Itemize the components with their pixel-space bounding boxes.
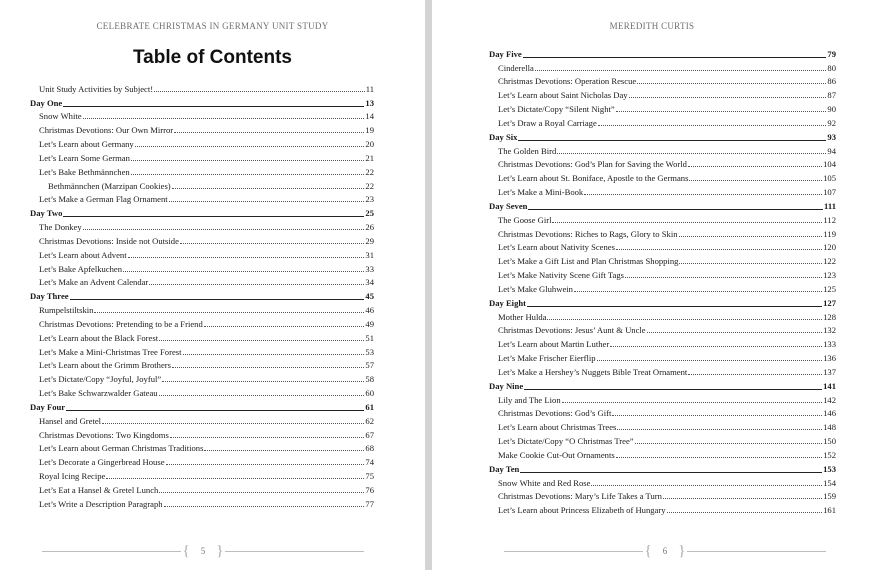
toc-entry-title: Snow White and Red Rose bbox=[498, 477, 591, 488]
toc-entry-title: Christmas Devotions: Inside not Outside bbox=[39, 235, 179, 246]
toc-entry[interactable] bbox=[30, 358, 374, 372]
footer-rule bbox=[42, 551, 181, 552]
toc-entry-title: Let’s Learn about Martin Luther bbox=[498, 339, 610, 350]
toc-entry-title: The Goose Girl bbox=[498, 214, 552, 225]
dot-leader bbox=[83, 229, 365, 230]
toc-entry-title: Let’s Decorate a Gingerbread House bbox=[39, 457, 165, 468]
toc-entry-page: 111 bbox=[824, 200, 836, 211]
toc-entry-title: Christmas Devotions: Operation Rescue bbox=[498, 76, 637, 87]
toc-entry-page: 122 bbox=[823, 256, 836, 267]
toc-entry[interactable] bbox=[30, 233, 374, 247]
toc-entry[interactable] bbox=[30, 302, 374, 316]
toc-section-heading[interactable] bbox=[30, 205, 374, 219]
dot-leader bbox=[612, 415, 822, 416]
toc-entry[interactable] bbox=[489, 60, 836, 74]
toc-entry-title: Royal Icing Recipe bbox=[39, 471, 106, 482]
toc-entry[interactable] bbox=[489, 406, 836, 420]
toc-entry[interactable] bbox=[30, 482, 374, 496]
toc-entry-title: Christmas Devotions: Our Own Mirror bbox=[39, 125, 174, 136]
toc-entry-title: Let’s Learn about Advent bbox=[39, 249, 127, 260]
dot-leader bbox=[591, 485, 822, 486]
dot-leader bbox=[106, 478, 364, 479]
toc-section-heading[interactable] bbox=[489, 129, 836, 143]
toc-entry-title: Let’s Dictate/Copy “O Christmas Tree” bbox=[498, 436, 634, 447]
toc-entry[interactable] bbox=[489, 281, 836, 295]
dot-leader bbox=[610, 346, 822, 347]
toc-entry[interactable] bbox=[30, 150, 374, 164]
toc-entry-title: Day Two bbox=[30, 208, 63, 219]
toc-entry-title: Let’s Make a German Flag Ornament bbox=[39, 194, 168, 205]
page-number: 5 bbox=[200, 546, 206, 556]
toc-entry-title: Snow White bbox=[39, 111, 82, 122]
toc-entry-page: 94 bbox=[827, 145, 836, 156]
toc-section-heading[interactable] bbox=[30, 95, 374, 109]
toc-entry-page: 79 bbox=[827, 48, 836, 59]
dot-leader bbox=[679, 263, 822, 264]
toc-entry-title: Day One bbox=[30, 97, 63, 108]
toc-entry-page: 104 bbox=[823, 159, 836, 170]
dot-leader bbox=[83, 118, 365, 119]
toc-entry-page: 51 bbox=[365, 332, 374, 343]
toc-entry-page: 68 bbox=[365, 443, 374, 454]
dot-leader bbox=[689, 180, 822, 181]
toc-entry-title: Christmas Devotions: God’s Gift bbox=[498, 408, 612, 419]
dot-leader bbox=[149, 284, 364, 285]
toc-entry-page: 119 bbox=[823, 228, 836, 239]
toc-entry[interactable] bbox=[489, 309, 836, 323]
toc-entry-page: 20 bbox=[365, 139, 374, 150]
toc-entry-title: Mother Hulda bbox=[498, 311, 547, 322]
brace-left-icon: { bbox=[182, 542, 190, 559]
toc-entry-page: 25 bbox=[365, 208, 374, 219]
toc-entry[interactable] bbox=[30, 192, 374, 206]
toc-entry-title: Day Three bbox=[30, 291, 69, 302]
dot-leader bbox=[574, 291, 822, 292]
dot-leader bbox=[597, 360, 823, 361]
toc-list bbox=[489, 46, 836, 516]
toc-entry-title: Let’s Draw a Royal Carriage bbox=[498, 117, 597, 128]
toc-section-heading[interactable] bbox=[489, 46, 836, 60]
dot-leader bbox=[547, 319, 822, 320]
toc-entry-page: 19 bbox=[365, 125, 374, 136]
toc-entry[interactable] bbox=[489, 170, 836, 184]
dot-leader bbox=[616, 457, 822, 458]
dot-leader bbox=[159, 340, 364, 341]
toc-entry-title: Let’s Learn about German Christmas Traditions bbox=[39, 443, 204, 454]
dot-leader bbox=[63, 106, 364, 107]
toc-entry-page: 76 bbox=[365, 484, 374, 495]
toc-entry-page: 53 bbox=[365, 346, 374, 357]
toc-entry-page: 86 bbox=[827, 76, 836, 87]
dot-leader bbox=[123, 271, 364, 272]
dot-leader bbox=[520, 472, 822, 473]
dot-leader bbox=[170, 437, 365, 438]
dot-leader bbox=[552, 222, 822, 223]
dot-leader bbox=[131, 174, 365, 175]
toc-entry-page: 34 bbox=[365, 277, 374, 288]
dot-leader bbox=[528, 209, 823, 210]
toc-entry[interactable] bbox=[489, 489, 836, 503]
brace-right-icon: } bbox=[216, 542, 224, 559]
dot-leader bbox=[584, 194, 822, 195]
toc-entry-title: The Donkey bbox=[39, 222, 82, 233]
toc-entry-title: Day Nine bbox=[489, 380, 524, 391]
toc-entry[interactable] bbox=[30, 496, 374, 510]
dot-leader bbox=[135, 146, 365, 147]
dot-leader bbox=[523, 57, 827, 58]
toc-entry-page: 133 bbox=[823, 339, 836, 350]
toc-entry[interactable] bbox=[30, 385, 374, 399]
toc-entry-title: Christmas Devotions: Two Kingdoms bbox=[39, 429, 169, 440]
toc-entry-page: 92 bbox=[827, 117, 836, 128]
toc-entry[interactable] bbox=[30, 178, 374, 192]
toc-section-heading[interactable] bbox=[30, 399, 374, 413]
dot-leader bbox=[162, 381, 364, 382]
toc-entry[interactable] bbox=[30, 81, 374, 95]
toc-entry[interactable] bbox=[489, 364, 836, 378]
toc-entry-title: The Golden Bird bbox=[498, 145, 557, 156]
dot-leader bbox=[183, 354, 365, 355]
toc-section-heading[interactable] bbox=[30, 288, 374, 302]
toc-entry[interactable] bbox=[489, 240, 836, 254]
toc-entry-page: 46 bbox=[365, 305, 374, 316]
toc-entry[interactable] bbox=[489, 336, 836, 350]
toc-entry[interactable] bbox=[489, 323, 836, 337]
dot-leader bbox=[688, 166, 822, 167]
toc-entry-title: Christmas Devotions: Pretending to be a Friend bbox=[39, 318, 203, 329]
toc-entry[interactable] bbox=[489, 226, 836, 240]
toc-entry-page: 22 bbox=[365, 180, 374, 191]
toc-entry-page: 128 bbox=[823, 311, 836, 322]
dot-leader bbox=[617, 429, 822, 430]
toc-entry-title: Let’s Make a Gift List and Plan Christmas Shopping bbox=[498, 256, 679, 267]
toc-entry-title: Let’s Dictate/Copy “Joyful, Joyful” bbox=[39, 374, 162, 385]
toc-entry-title: Cinderella bbox=[498, 62, 534, 73]
toc-entry[interactable] bbox=[30, 261, 374, 275]
toc-entry[interactable] bbox=[30, 109, 374, 123]
toc-entry-page: 75 bbox=[365, 471, 374, 482]
page-right bbox=[432, 0, 872, 570]
toc-entry-page: 57 bbox=[365, 360, 374, 371]
toc-entry-title: Make Cookie Cut-Out Ornaments bbox=[498, 449, 615, 460]
dot-leader bbox=[647, 332, 823, 333]
toc-entry-title: Let’s Make a Hershey’s Nuggets Bible Treat Ornament bbox=[498, 366, 688, 377]
toc-entry[interactable] bbox=[30, 427, 374, 441]
toc-entry[interactable] bbox=[489, 101, 836, 115]
toc-entry-title: Let’s Learn about the Grimm Brothers bbox=[39, 360, 171, 371]
dot-leader bbox=[154, 91, 365, 92]
dot-leader bbox=[174, 132, 364, 133]
toc-entry-page: 136 bbox=[823, 353, 836, 364]
toc-entry-title: Let’s Bake Schwarzwalder Gateau bbox=[39, 388, 158, 399]
toc-entry[interactable] bbox=[489, 253, 836, 267]
toc-entry[interactable] bbox=[30, 164, 374, 178]
toc-entry-title: Let’s Learn about Christmas Trees bbox=[498, 422, 617, 433]
toc-entry-page: 90 bbox=[827, 104, 836, 115]
toc-entry-page: 127 bbox=[823, 297, 836, 308]
toc-entry[interactable] bbox=[30, 275, 374, 289]
dot-leader bbox=[616, 111, 827, 112]
dot-leader bbox=[66, 410, 364, 411]
toc-entry-page: 14 bbox=[365, 111, 374, 122]
dot-leader bbox=[635, 443, 823, 444]
toc-entry-title: Let’s Learn about Saint Nicholas Day bbox=[498, 90, 628, 101]
toc-entry-title: Let’s Make an Advent Calendar bbox=[39, 277, 149, 288]
toc-entry-page: 93 bbox=[827, 131, 836, 142]
toc-entry-page: 49 bbox=[365, 318, 374, 329]
page-footer bbox=[504, 541, 826, 561]
dot-leader bbox=[598, 125, 827, 126]
toc-entry-page: 125 bbox=[823, 283, 836, 294]
toc-entry-page: 153 bbox=[823, 463, 836, 474]
dot-leader bbox=[557, 153, 826, 154]
toc-entry[interactable] bbox=[489, 143, 836, 157]
dot-leader bbox=[625, 277, 822, 278]
footer-rule bbox=[225, 551, 364, 552]
toc-entry[interactable] bbox=[489, 502, 836, 516]
toc-entry-title: Christmas Devotions: God’s Plan for Saving the World bbox=[498, 159, 687, 170]
toc-entry-page: 154 bbox=[823, 477, 836, 488]
toc-entry-page: 33 bbox=[365, 263, 374, 274]
dot-leader bbox=[204, 450, 364, 451]
brace-right-icon: } bbox=[678, 542, 686, 559]
toc-entry-page: 74 bbox=[365, 457, 374, 468]
toc-entry-page: 11 bbox=[365, 83, 374, 94]
toc-entry[interactable] bbox=[30, 330, 374, 344]
toc-entry-page: 67 bbox=[365, 429, 374, 440]
toc-entry-title: Let’s Make Frischer Eierflip bbox=[498, 353, 596, 364]
toc-entry-page: 142 bbox=[823, 394, 836, 405]
toc-entry-page: 13 bbox=[365, 97, 374, 108]
toc-entry[interactable] bbox=[30, 122, 374, 136]
toc-entry-title: Let’s Bake Apfelkuchen bbox=[39, 263, 123, 274]
toc-entry[interactable] bbox=[30, 413, 374, 427]
toc-entry-title: Let’s Make a Mini-Book bbox=[498, 187, 584, 198]
dot-leader bbox=[524, 389, 822, 390]
dot-leader bbox=[562, 402, 822, 403]
toc-entry-title: Let’s Make a Mini-Christmas Tree Forest bbox=[39, 346, 182, 357]
toc-entry-page: 137 bbox=[823, 366, 836, 377]
toc-entry-page: 45 bbox=[365, 291, 374, 302]
toc-entry-page: 58 bbox=[365, 374, 374, 385]
toc-entry-page: 105 bbox=[823, 173, 836, 184]
dot-leader bbox=[637, 83, 826, 84]
dot-leader bbox=[169, 201, 365, 202]
toc-entry[interactable] bbox=[30, 441, 374, 455]
toc-entry-title: Let’s Eat a Hansel & Gretel Lunch bbox=[39, 484, 159, 495]
toc-entry-title: Let’s Learn about Princess Elizabeth of Hungary bbox=[498, 505, 666, 516]
toc-entry-title: Let’s Make Gluhwein bbox=[498, 283, 573, 294]
toc-entry[interactable] bbox=[489, 392, 836, 406]
toc-entry[interactable] bbox=[489, 157, 836, 171]
toc-section-heading[interactable] bbox=[489, 295, 836, 309]
toc-list bbox=[30, 81, 374, 510]
toc-entry[interactable] bbox=[489, 447, 836, 461]
page-title: Table of Contents bbox=[132, 47, 293, 68]
toc-section-heading[interactable] bbox=[489, 461, 836, 475]
running-head: MEREDITH CURTIS bbox=[609, 21, 695, 31]
toc-entry-title: Day Four bbox=[30, 401, 66, 412]
toc-entry[interactable] bbox=[30, 344, 374, 358]
toc-entry[interactable] bbox=[30, 468, 374, 482]
toc-entry-page: 123 bbox=[823, 270, 836, 281]
toc-entry-page: 120 bbox=[823, 242, 836, 253]
toc-entry-page: 112 bbox=[823, 214, 836, 225]
dot-leader bbox=[663, 498, 822, 499]
dot-leader bbox=[172, 188, 365, 189]
toc-entry[interactable] bbox=[489, 87, 836, 101]
dot-leader bbox=[518, 140, 826, 141]
toc-entry-title: Let’s Learn about Nativity Scenes bbox=[498, 242, 615, 253]
dot-leader bbox=[159, 492, 364, 493]
toc-entry-title: Christmas Devotions: Mary’s Life Takes a Turn bbox=[498, 491, 662, 502]
dot-leader bbox=[180, 243, 365, 244]
toc-entry-title: Lily and The Lion bbox=[498, 394, 561, 405]
footer-rule bbox=[687, 551, 826, 552]
toc-entry-title: Day Six bbox=[489, 131, 518, 142]
toc-entry-title: Bethmännchen (Marzipan Cookies) bbox=[48, 180, 171, 191]
toc-entry-title: Day Eight bbox=[489, 297, 527, 308]
toc-entry-page: 80 bbox=[827, 62, 836, 73]
dot-leader bbox=[70, 299, 365, 300]
toc-entry[interactable] bbox=[30, 316, 374, 330]
toc-entry[interactable] bbox=[489, 475, 836, 489]
toc-entry[interactable] bbox=[489, 267, 836, 281]
toc-entry-page: 29 bbox=[365, 235, 374, 246]
dot-leader bbox=[102, 423, 364, 424]
toc-entry-page: 77 bbox=[365, 498, 374, 509]
dot-leader bbox=[679, 236, 823, 237]
toc-entry-title: Day Ten bbox=[489, 463, 520, 474]
toc-entry-title: Unit Study Activities by Subject! bbox=[39, 83, 154, 94]
toc-entry-page: 146 bbox=[823, 408, 836, 419]
page-left bbox=[0, 0, 425, 570]
toc-entry[interactable] bbox=[30, 136, 374, 150]
toc-entry-title: Christmas Devotions: Riches to Rags, Glory to Skin bbox=[498, 228, 678, 239]
toc-entry-page: 62 bbox=[365, 415, 374, 426]
toc-entry-page: 161 bbox=[823, 505, 836, 516]
dot-leader bbox=[629, 97, 827, 98]
toc-entry[interactable] bbox=[30, 219, 374, 233]
dot-leader bbox=[688, 374, 822, 375]
dot-leader bbox=[667, 512, 823, 513]
toc-entry-title: Let’s Learn about Germany bbox=[39, 139, 134, 150]
toc-entry-title: Day Five bbox=[489, 48, 522, 59]
toc-entry[interactable] bbox=[489, 419, 836, 433]
toc-entry[interactable] bbox=[489, 212, 836, 226]
toc-entry-page: 150 bbox=[823, 436, 836, 447]
toc-entry-title: Day Seven bbox=[489, 200, 528, 211]
toc-entry-title: Rumpelstiltskin bbox=[39, 305, 94, 316]
toc-section-heading[interactable] bbox=[489, 378, 836, 392]
dot-leader bbox=[166, 464, 365, 465]
dot-leader bbox=[527, 306, 822, 307]
toc-section-heading[interactable] bbox=[489, 198, 836, 212]
toc-entry[interactable] bbox=[30, 371, 374, 385]
toc-entry-title: Let’s Bake Bethmännchen bbox=[39, 166, 130, 177]
dot-leader bbox=[164, 506, 365, 507]
dot-leader bbox=[204, 326, 365, 327]
running-head: CELEBRATE CHRISTMAS IN GERMANY UNIT STUDY bbox=[96, 21, 329, 31]
toc-entry[interactable] bbox=[489, 350, 836, 364]
toc-entry[interactable] bbox=[489, 184, 836, 198]
toc-entry-page: 31 bbox=[365, 249, 374, 260]
toc-entry-title: Let’s Learn Some German bbox=[39, 152, 130, 163]
toc-entry-page: 22 bbox=[365, 166, 374, 177]
toc-entry-page: 132 bbox=[823, 325, 836, 336]
dot-leader bbox=[159, 395, 365, 396]
toc-entry-page: 26 bbox=[365, 222, 374, 233]
toc-entry-title: Let’s Make Nativity Scene Gift Tags bbox=[498, 270, 624, 281]
toc-entry-title: Let’s Learn about the Black Forest bbox=[39, 332, 159, 343]
toc-entry-page: 148 bbox=[823, 422, 836, 433]
toc-entry[interactable] bbox=[30, 454, 374, 468]
toc-entry-title: Christmas Devotions: Jesus’ Aunt & Uncle bbox=[498, 325, 646, 336]
dot-leader bbox=[63, 216, 364, 217]
page-footer bbox=[42, 541, 364, 561]
toc-entry-title: Let’s Write a Description Paragraph bbox=[39, 498, 163, 509]
toc-entry-page: 23 bbox=[365, 194, 374, 205]
footer-rule bbox=[504, 551, 643, 552]
toc-entry-page: 61 bbox=[365, 401, 374, 412]
toc-entry-page: 60 bbox=[365, 388, 374, 399]
page-number: 6 bbox=[662, 546, 668, 556]
toc-entry[interactable] bbox=[489, 433, 836, 447]
dot-leader bbox=[94, 312, 364, 313]
toc-entry-page: 152 bbox=[823, 449, 836, 460]
toc-entry-title: Let’s Learn about St. Boniface, Apostle to the Germans bbox=[498, 173, 689, 184]
toc-entry-page: 87 bbox=[827, 90, 836, 101]
toc-entry-title: Hansel and Gretel bbox=[39, 415, 102, 426]
toc-entry[interactable] bbox=[30, 247, 374, 261]
toc-entry[interactable] bbox=[489, 74, 836, 88]
dot-leader bbox=[131, 160, 364, 161]
toc-entry-page: 159 bbox=[823, 491, 836, 502]
dot-leader bbox=[535, 70, 827, 71]
dot-leader bbox=[128, 257, 365, 258]
toc-entry-title: Let’s Dictate/Copy “Silent Night” bbox=[498, 104, 615, 115]
toc-entry-page: 21 bbox=[365, 152, 374, 163]
dot-leader bbox=[616, 249, 822, 250]
toc-entry[interactable] bbox=[489, 115, 836, 129]
toc-entry-page: 141 bbox=[823, 380, 836, 391]
brace-left-icon: { bbox=[644, 542, 652, 559]
dot-leader bbox=[172, 367, 364, 368]
toc-entry-page: 107 bbox=[823, 187, 836, 198]
